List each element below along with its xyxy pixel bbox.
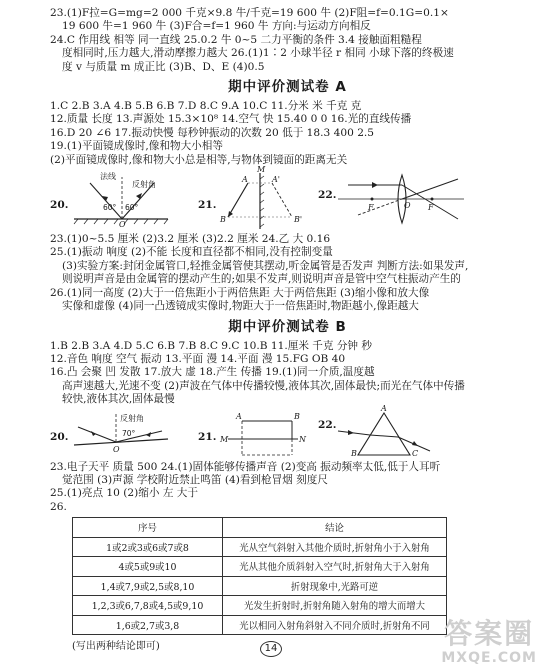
answer-line: 高声速越大,光速不变 (2)声波在气体中传播较慢,液体其次,固体最快;而光在气体中传播	[62, 379, 465, 392]
watermark-text: 答案圈	[444, 617, 535, 650]
point-b-image-label: B'	[294, 215, 303, 225]
section-b-diagrams	[50, 403, 525, 459]
answer-line: 19.(1)平面镜成像时,像和物大小相等	[50, 140, 223, 153]
angle-label: 60°	[103, 203, 117, 213]
section-a-answers	[50, 100, 525, 167]
normal-label: 法线	[100, 172, 116, 182]
answer-line: 1.B 2.B 3.A 4.D 5.C 6.B 7.B 8.C 9.C 10.B 11.厘米 千克 分钟 秒	[50, 339, 372, 352]
lens-diagram-a	[318, 169, 468, 231]
watermark-url: MXQE.COM	[441, 650, 537, 666]
column-header: 序号	[73, 518, 223, 538]
table-cell: 1,2,3或6,7,8或4,5或9,10	[73, 596, 223, 616]
focus-f-label: F	[428, 203, 434, 213]
answer-line: 26.	[50, 500, 67, 513]
section-b-title: 期中评价测试卷 B	[228, 318, 347, 335]
section-a-answers-continued	[50, 233, 525, 313]
prism-svg	[318, 409, 438, 459]
mirror-diagram-b	[198, 409, 308, 459]
answer-line: 23.电子天平 质量 500 24.(1)固体能够传播声音 (2)变高 振动频率太低,低于人耳听	[50, 460, 441, 473]
question-number: 20.	[50, 430, 69, 443]
question-number: 22.	[318, 189, 337, 202]
question-number: 22.	[318, 418, 337, 431]
answer-line: 16.D 20 ∠6 17.振动快慢 每秒钟振动的次数 20 低于 18.3 400 2.5	[50, 126, 375, 139]
reflection-diagram-b	[50, 409, 190, 459]
answer-line: 16.凸 会聚 凹 发散 17.放大 虚 18.产生 传播 19.(1)同一介质,温度越	[50, 366, 375, 379]
optical-center-label: O	[404, 201, 411, 211]
point-b-label: B	[294, 411, 300, 421]
table-cell: 1,6或2,7或3,8	[73, 615, 223, 635]
mirror-diagram-a	[198, 165, 308, 231]
answer-line: 25.(1)亮点 10 (2)缩小 左 大于	[50, 487, 198, 500]
section-a-title: 期中评价测试卷 A	[228, 79, 347, 96]
table-cell: 光从其他介质斜射入空气时,折射角大于入射角	[223, 557, 447, 577]
answer-line: 较快,液体其次,固体最慢	[62, 393, 175, 406]
table-cell: 1,4或7,9或2,5或8,10	[73, 576, 223, 596]
table-row	[73, 557, 447, 577]
question-number: 20.	[50, 199, 69, 212]
section-b-answers	[50, 340, 525, 407]
table-cell: 折射现象中,光路可逆	[223, 576, 447, 596]
angle-label: 70°	[122, 428, 136, 438]
column-header: 结论	[223, 518, 447, 538]
point-a-image-label: A'	[272, 175, 280, 185]
answer-line: 觉范围 (3)声源 学校附近禁止鸣笛 (4)看到枪冒烟 刻度尺	[62, 473, 328, 486]
section-a-diagrams	[50, 165, 525, 231]
table-row	[73, 615, 447, 635]
table-row	[73, 596, 447, 616]
table-cell: 1或2或3或6或7或8	[73, 537, 223, 557]
vertex-a-label: A	[381, 403, 387, 413]
question-number: 21.	[198, 199, 217, 212]
point-b-label: B	[220, 215, 226, 225]
conclusion-table	[72, 517, 447, 635]
table-row	[73, 576, 447, 596]
question-number: 21.	[198, 430, 217, 443]
answer-line: 23.(1)F拉=G=mg=2 000 千克×9.8 牛/千克=19 600 牛 (2)F阻=f=0.1G=0.1×	[50, 7, 449, 19]
answer-line: 23.(1)0~5.5 厘米 (2)3.2 厘米 (3)2.2 厘米 24.乙 大 0.16	[50, 233, 331, 246]
prism-diagram-b	[318, 403, 438, 459]
answer-line: 度相同时,压力越大,滑动摩擦力越大 26.(1)1∶2 小球半径 r 相同 小球下落的终极速	[62, 47, 454, 60]
mirror-n-label: N	[299, 434, 306, 444]
table-header-row	[73, 518, 447, 538]
answer-line: 24.C 作用线 相等 同一直线 25.0.2 牛 0~5 二力平衡的条件 3.4 接触面粗糙程	[50, 33, 422, 46]
answer-line: 12.音色 响度 空气 振动 13.平面 漫 14.平面 漫 15.FG OB 40	[50, 352, 346, 365]
top-answers	[50, 7, 525, 74]
focus-f-label: F	[368, 203, 374, 213]
mirror-m-label: M	[257, 165, 266, 175]
answer-line: (2)平面镜成像时,像和物大小总是相等,与物体到镜面的距离无关	[50, 153, 348, 166]
answer-line: 1.C 2.B 3.A 4.B 5.B 6.B 7.D 8.C 9.A 10.C 11.分米 米 千克 克	[50, 100, 362, 113]
answer-line: 实像和虚像 (4)同一凸透镜成实像时,物距大于一倍焦距时,物距越小,像距越大	[62, 300, 419, 313]
table-cell: 光发生折射时,折射角随入射角的增大而增大	[223, 596, 447, 616]
reflection-angle-label: 反射角	[120, 413, 144, 423]
mirror-m-label: M	[220, 434, 229, 444]
table-note: (写出两种结论即可)	[72, 641, 160, 653]
reflection-diagram-a	[50, 169, 190, 231]
table-cell: 光从空气斜射入其他介质时,折射角小于入射角	[223, 537, 447, 557]
answer-line: 度 v 与质量 m 成正比 (3)B、D、E (4)0.5	[62, 60, 265, 73]
table-cell: 光以相同入射角斜射入不同介质时,折射角不同	[223, 615, 447, 635]
answer-line: 12.质量 长度 13.声源处 15.3×10⁸ 14.空气 快 15.40 0 0 16.光的直线传播	[50, 113, 412, 126]
vertex-c-label: C	[412, 448, 419, 458]
answer-line: 则说明声音是由金属管的摆动产生的;如果不发声,则说明声音是管中空气柱振动产生的	[62, 273, 461, 286]
reflection-angle-label: 反射角	[132, 180, 156, 190]
page-number: 14	[260, 641, 282, 657]
answer-line: (3)实验方案:封闭金属管口,轻推金属管使其摆动,听金属管是否发声 判断方法:如果发声,	[62, 259, 469, 272]
table-cell: 4或5或9或10	[73, 557, 223, 577]
point-a-label: A	[236, 411, 242, 421]
angle-label: 60°	[125, 203, 139, 213]
point-a-label: A	[242, 175, 248, 185]
lens-svg	[318, 169, 468, 231]
watermark-logo	[441, 618, 537, 666]
answer-line: 25.(1)振动 响度 (2)不能 长度和直径都不相同,没有控制变量	[50, 246, 333, 259]
answer-line: 26.(1)同一高度 (2)大于一倍焦距小于两倍焦距 大于两倍焦距 (3)缩小像和放大像	[50, 286, 430, 299]
table-row	[73, 537, 447, 557]
section-b-answers-continued	[50, 461, 525, 515]
answer-line: 19 600 牛=1 960 牛 (3)F合=f=1 960 牛 方向:与运动方向相反	[62, 20, 371, 33]
vertex-b-label: B	[351, 448, 357, 458]
point-o-label: O	[119, 220, 126, 230]
point-o-label: O	[113, 444, 120, 454]
